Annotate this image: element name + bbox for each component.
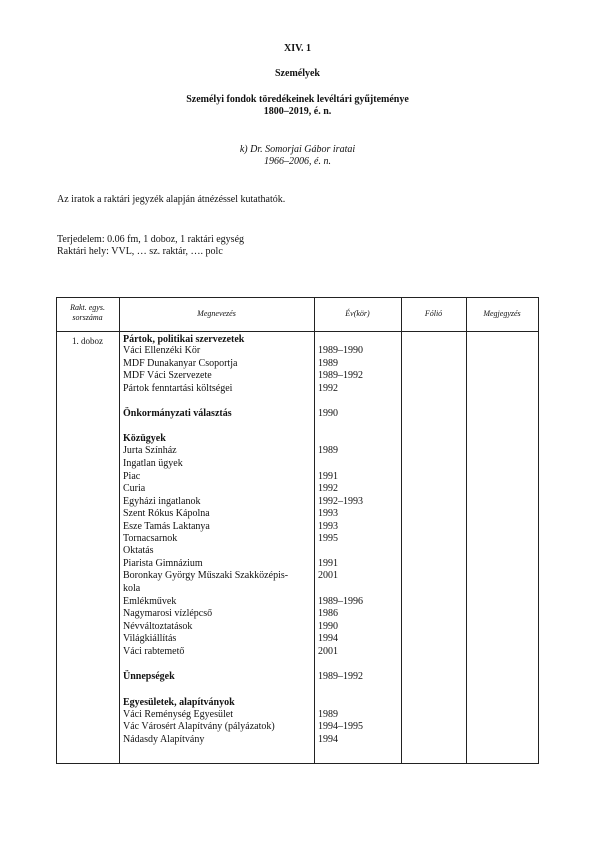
table-row-years: 1990 (318, 621, 338, 632)
table-row-years: 1993 (318, 521, 338, 532)
table-row-years: 1994–1995 (318, 721, 363, 732)
research-note: Az iratok a raktári jegyzék alapján átnézéssel kutathatók. (57, 194, 286, 205)
column-divider (401, 297, 402, 764)
table-row-name: Pártok fenntartási költségei (123, 383, 233, 394)
table-left-border (56, 297, 57, 764)
table-row-name: Névváltoztatások (123, 621, 193, 632)
table-row-years: 1992 (318, 383, 338, 394)
collection-dates: 1800–2019, é. n. (263, 106, 332, 117)
table-row-years: 2001 (318, 570, 338, 581)
table-row-name: Egyházi ingatlanok (123, 496, 201, 507)
subfond-dates: 1966–2006, é. n. (264, 156, 331, 167)
table-row-years: 1989–1992 (318, 671, 363, 682)
header-years: Év(kör) (345, 309, 370, 318)
section-heading: Önkormányzati választás (123, 408, 232, 419)
column-divider (466, 297, 467, 764)
fond-code: XIV. 1 (283, 43, 312, 54)
table-row-years: 1990 (318, 408, 338, 419)
table-row-name: Nádasdy Alapítvány (123, 734, 205, 745)
table-row-years: 1994 (318, 633, 338, 644)
section-heading: Pártok, politikai szervezetek (123, 334, 245, 345)
header-name: Megnevezés (197, 309, 236, 318)
table-row-years: 1994 (318, 734, 338, 745)
table-row-years: 1986 (318, 608, 338, 619)
collection-title: Személyi fondok töredékeinek levéltári gyűjteménye (186, 94, 409, 105)
table-row-name: Nagymarosi vízlépcső (123, 608, 213, 619)
table-row-years: 1991 (318, 471, 338, 482)
table-row-years: 1989–1996 (318, 596, 363, 607)
table-row-years: 1995 (318, 533, 338, 544)
table-row-name: Váci Ellenzéki Kör (123, 345, 201, 356)
header-folio: Fólió (424, 309, 443, 318)
header-note: Megjegyzés (483, 309, 521, 318)
table-row-years: 1993 (318, 508, 338, 519)
box-label: 1. doboz (72, 336, 103, 346)
subfond-title: k) Dr. Somorjai Gábor iratai (239, 144, 356, 155)
table-row-name: Jurta Színház (123, 445, 177, 456)
table-row-name: Emlékművek (123, 596, 177, 607)
inventory-table (56, 297, 539, 764)
table-row-years: 1992–1993 (318, 496, 363, 507)
table-row-name: Ingatlan ügyek (123, 458, 183, 469)
column-divider (119, 297, 120, 764)
header-unit-number (56, 303, 119, 323)
table-row-name: Váci rabtemető (123, 646, 185, 657)
table-row-years: 1989 (318, 709, 338, 720)
table-row-years: 2001 (318, 646, 338, 657)
section-heading: Egyesületek, alapítványok (123, 697, 235, 708)
table-row-years: 1991 (318, 558, 338, 569)
table-right-border (538, 297, 539, 764)
table-row-name: Váci Reménység Egyesület (123, 709, 233, 720)
table-row-name: Boronkay György Műszaki Szakközépis- (123, 570, 289, 581)
table-row-name: kola (123, 583, 141, 594)
table-row-years: 1992 (318, 483, 338, 494)
table-row-years: 1989–1990 (318, 345, 363, 356)
table-row-name: Curia (123, 483, 146, 494)
table-row-name: Esze Tamás Laktanya (123, 521, 210, 532)
location-line: Raktári hely: VVL, … sz. raktár, …. polc (57, 246, 223, 257)
table-row-name: Piarista Gimnázium (123, 558, 203, 569)
table-row-name: MDF Dunakanyar Csoportja (123, 358, 238, 369)
table-row-name: Tornacsarnok (123, 533, 178, 544)
table-row-name: MDF Váci Szervezete (123, 370, 212, 381)
table-row-name: Világkiállítás (123, 633, 177, 644)
header-unit-line2: sorszáma (72, 313, 103, 322)
header-unit-line1: Rakt. egys. (70, 303, 105, 312)
table-row-years: 1989 (318, 358, 338, 369)
section-heading: Ünnepségek (123, 671, 175, 682)
extent-line: Terjedelem: 0.06 fm, 1 doboz, 1 raktári egység (57, 234, 245, 245)
table-row-name: Szent Rókus Kápolna (123, 508, 210, 519)
table-row-years: 1989 (318, 445, 338, 456)
table-row-name: Oktatás (123, 545, 154, 556)
table-row-years: 1989–1992 (318, 370, 363, 381)
table-row-name: Vác Városért Alapítvány (pályázatok) (123, 721, 275, 732)
section-heading: Közügyek (123, 433, 166, 444)
table-row-name: Piac (123, 471, 141, 482)
column-divider (314, 297, 315, 764)
category-title: Személyek (275, 68, 320, 79)
